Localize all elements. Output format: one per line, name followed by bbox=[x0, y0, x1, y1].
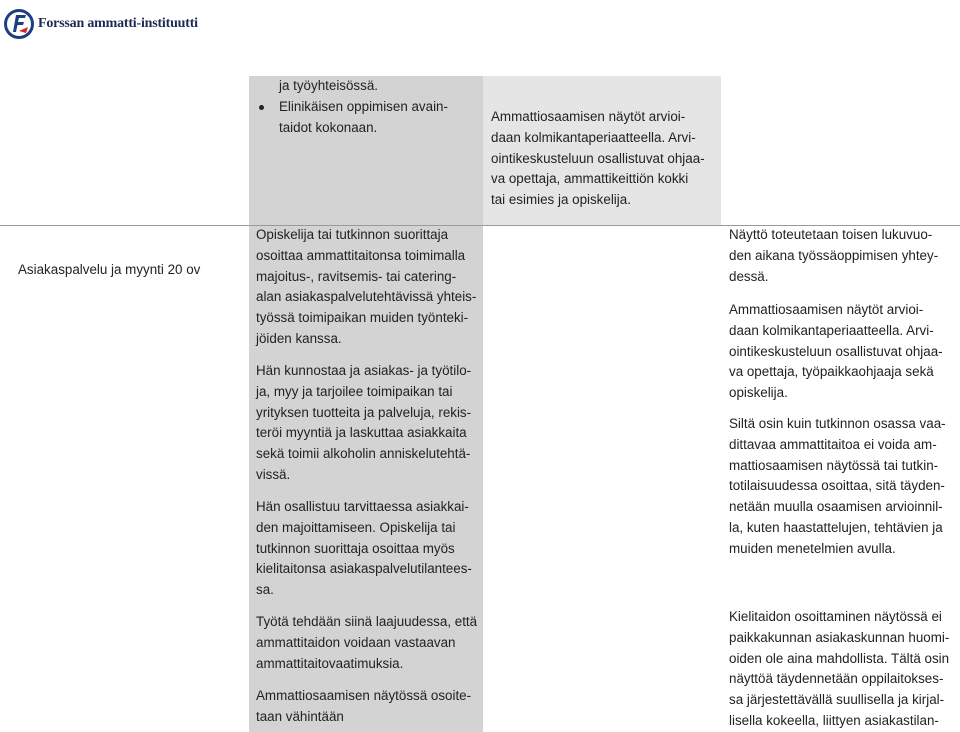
text-line: Työtä tehdään siinä laajuudessa, että bbox=[256, 614, 478, 629]
text-line: Ammattiosaamisen näytöt arvioi- bbox=[491, 109, 686, 124]
text-line: Opiskelija tai tutkinnon suorittaja bbox=[256, 227, 449, 242]
criteria-paragraph-1 bbox=[256, 225, 481, 350]
text-line: ointikeskusteluun osallistuvat ohjaa- bbox=[491, 150, 705, 166]
text-line: Siltä osin kuin tutkinnon osassa vaa- bbox=[729, 416, 946, 431]
text-line: vissä. bbox=[256, 466, 291, 482]
text-line: daan kolmikantaperiaatteella. Arvi- bbox=[491, 129, 696, 145]
criteria-paragraph-4 bbox=[256, 612, 481, 674]
text-line: teröi myyntiä ja laskuttaa asiakkaita bbox=[256, 425, 467, 441]
text-line: paikkakunnan asiakaskunnan huomi- bbox=[729, 629, 950, 645]
top-row-assessment-text bbox=[491, 107, 719, 211]
text-line: tutkinnon suorittaja osoittaa myös bbox=[256, 540, 455, 556]
text-line: Näyttö toteutetaan toisen lukuvuo- bbox=[729, 227, 933, 242]
assessment-paragraph-2 bbox=[729, 300, 958, 404]
text-line: alan asiakaspalvelutehtävissä yhteis- bbox=[256, 289, 477, 305]
text-line: dittavaa ammattitaitoa ei voida am- bbox=[729, 436, 937, 452]
institute-name: Forssan ammatti-instituutti bbox=[38, 16, 198, 31]
text-line: lisella kokeella, liittyen asiakastilan- bbox=[729, 712, 939, 728]
text-line: näyttöä täydennetään oppilaitokses- bbox=[729, 671, 944, 687]
text-line: va opettaja, työpaikkaohjaaja sekä bbox=[729, 364, 934, 380]
text-line: jöiden kanssa. bbox=[256, 330, 342, 346]
bullet-line: taidot kokonaan. bbox=[279, 119, 378, 135]
text-line: sekä toimii alkoholin anniskelutehtä- bbox=[256, 446, 471, 462]
text-line: ointikeskusteluun osallistuvat ohjaa- bbox=[729, 343, 943, 359]
criteria-paragraph-2 bbox=[256, 361, 481, 486]
bullet-icon bbox=[259, 105, 264, 110]
text-line: ja työyhteisössä. bbox=[279, 78, 378, 93]
text-line: netään muulla osaamisen arvioinnil- bbox=[729, 499, 943, 515]
top-row-criteria bbox=[258, 76, 483, 138]
assessment-paragraph-1 bbox=[729, 225, 958, 287]
criteria-paragraph-3 bbox=[256, 497, 481, 601]
text-line: kielitaitonsa asiakaspalvelutilantees- bbox=[256, 561, 472, 577]
institute-logo-icon bbox=[4, 5, 34, 43]
text-line: yrityksen tuotteita ja palveluja, rekis- bbox=[256, 404, 472, 420]
text-line: mattiosaamisen näytössä tai tutkin- bbox=[729, 457, 939, 473]
assessment-paragraph-4 bbox=[729, 607, 958, 732]
text-line: osoittaa ammattitaitonsa toimimalla bbox=[256, 247, 466, 263]
text-line: sa. bbox=[256, 582, 274, 598]
text-line: den aikana työssäoppimisen yhtey- bbox=[729, 247, 939, 263]
text-line: oiden ole aina mahdollista. Tältä osin bbox=[729, 650, 950, 666]
text-line: Ammattiosaamisen näytöt arvioi- bbox=[729, 302, 924, 317]
bullet-line: Elinikäisen oppimisen avain- bbox=[279, 98, 448, 114]
text-line: Kielitaidon osoittaminen näytössä ei bbox=[729, 609, 942, 624]
text-line: sa järjestettävällä suullisella ja kirjal- bbox=[729, 692, 945, 708]
bullet-item bbox=[258, 97, 483, 139]
text-line: tai esimies ja opiskelija. bbox=[491, 192, 631, 208]
text-line: ammattitaidon voidaan vastaavan bbox=[256, 634, 456, 650]
text-line: työssä toimipaikan muiden työnteki- bbox=[256, 310, 469, 326]
text-line: majoitus-, ravitsemis- tai catering- bbox=[256, 268, 457, 284]
text-line: opiskelija. bbox=[729, 385, 788, 401]
text-line: ja, myy ja tarjoilee toimipaikan tai bbox=[256, 383, 453, 399]
header-logo bbox=[4, 4, 198, 44]
text-line: Hän kunnostaa ja asiakas- ja työtilo- bbox=[256, 363, 472, 378]
text-line: totilaisuudessa osoittaa, sitä täyden- bbox=[729, 478, 945, 494]
text-line: va opettaja, ammattikeittiön kokki bbox=[491, 171, 689, 187]
text-line: Hän osallistuu tarvittaessa asiakkai- bbox=[256, 499, 469, 514]
text-line: muiden menetelmien avulla. bbox=[729, 540, 896, 556]
text-line: daan kolmikantaperiaatteella. Arvi- bbox=[729, 322, 934, 338]
text-line: Ammattiosaamisen näytössä osoite- bbox=[256, 688, 472, 703]
assessment-paragraph-3 bbox=[729, 414, 958, 560]
text-line: ammattitaitovaatimuksia. bbox=[256, 655, 404, 671]
text-line: la, kuten haastattelujen, tehtävien ja bbox=[729, 519, 943, 535]
text-line: taan vähintään bbox=[256, 708, 344, 724]
text-line: dessä. bbox=[729, 268, 769, 284]
criteria-paragraph-5 bbox=[256, 686, 481, 728]
text-line: den majoittamiseen. Opiskelija tai bbox=[256, 519, 456, 535]
module-title: Asiakaspalvelu ja myynti 20 ov bbox=[18, 262, 201, 277]
